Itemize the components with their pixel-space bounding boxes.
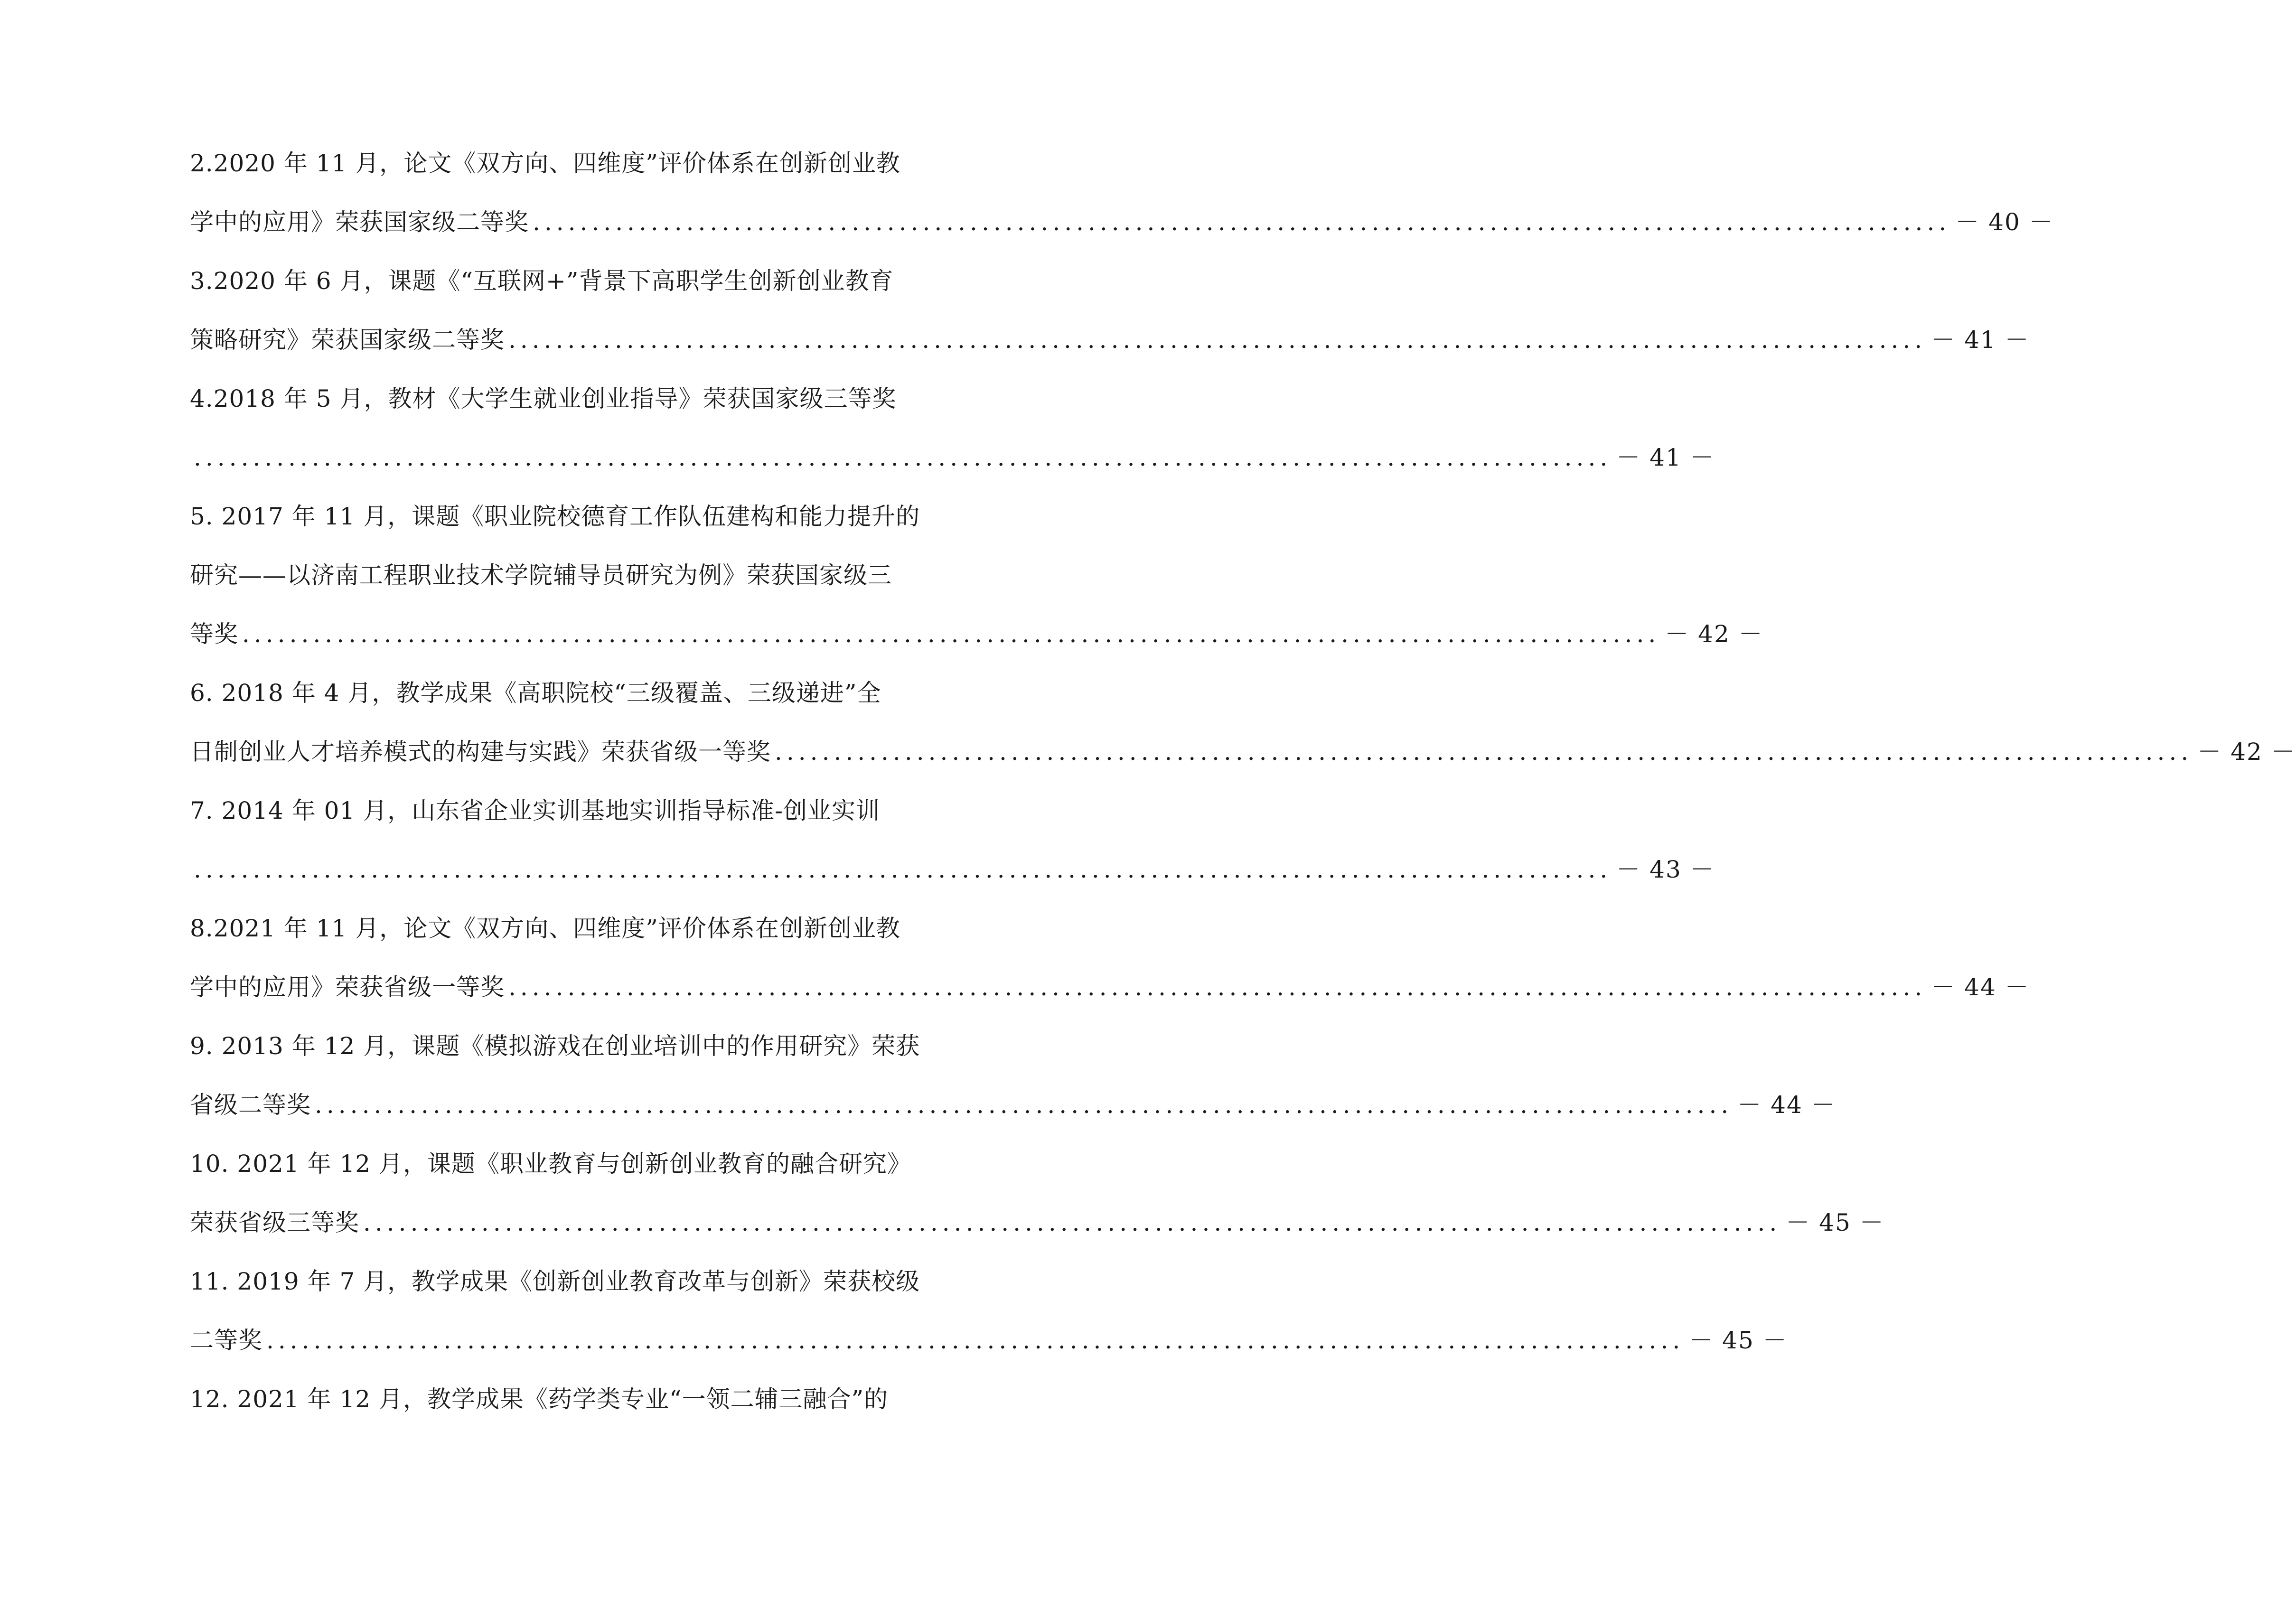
toc-page-number: － 42 － [2197, 738, 2296, 766]
toc-entry-line[interactable] [190, 428, 1715, 487]
toc-entry-line[interactable] [190, 840, 1715, 899]
dot-leader: ........................................................................................................................ [242, 620, 1660, 648]
toc-page-number: － 42 － [1665, 620, 1763, 648]
toc-entry-text: 日制创业人才培养模式的构建与实践》荣获省级一等奖 [190, 738, 771, 766]
toc-entry-text: 6. 2018 年 4 月，教学成果《高职院校“三级覆盖、三级递进”全 [190, 679, 881, 707]
toc-page-number: － 44 － [1931, 973, 2030, 1001]
toc-page-number: － 44 － [1737, 1091, 1836, 1119]
toc-entry-text: 8.2021 年 11 月，论文《双方向、四维度”评价体系在创新创业教 [190, 915, 900, 942]
toc-entry-line[interactable] [190, 1193, 1884, 1252]
toc-entry-text: 3.2020 年 6 月，课题《“互联网+”背景下高职学生创新创业教育 [190, 267, 894, 295]
toc-entry-text: 12. 2021 年 12 月，教学成果《药学类专业“一领二辅三融合”的 [190, 1385, 889, 1413]
toc-entry-text: 研究——以济南工程职业技术学院辅导员研究为例》荣获国家级三 [190, 561, 892, 589]
toc-entry-line[interactable] [190, 722, 2296, 781]
dot-leader: ........................................................................................................................ [363, 1209, 1781, 1236]
toc-text-line [190, 1134, 954, 1193]
toc-entry-text: 学中的应用》荣获省级一等奖 [190, 973, 505, 1001]
dot-leader: ........................................................................................................................ [775, 738, 2193, 766]
toc-text-line [190, 899, 954, 958]
dot-leader: ........................................................................................................................ [266, 1327, 1685, 1354]
toc-text-line [190, 781, 954, 840]
toc-page-number: － 45 － [1689, 1327, 1788, 1354]
dot-leader: ........................................................................................................................ [194, 856, 1612, 883]
toc-entry-line[interactable] [190, 1075, 1836, 1134]
dot-leader: ........................................................................................................................ [194, 444, 1612, 471]
toc-entry-line[interactable] [190, 605, 1763, 664]
toc-text-line [190, 546, 954, 605]
toc-text-line [190, 134, 954, 193]
toc-entry-text: 7. 2014 年 01 月，山东省企业实训基地实训指导标准-创业实训 [190, 797, 881, 824]
toc-text-line [190, 252, 954, 310]
toc-text-line [190, 664, 954, 722]
toc-entry-text: 学中的应用》荣获国家级二等奖 [190, 208, 529, 236]
toc-entry-text: 5. 2017 年 11 月，课题《职业院校德育工作队伍建构和能力提升的 [190, 503, 920, 530]
toc-entry-text: 荣获省级三等奖 [190, 1209, 359, 1236]
toc-text-line [190, 1252, 954, 1311]
dot-leader: ........................................................................................................................ [508, 326, 1927, 354]
toc-entry-text: 9. 2013 年 12 月，课题《模拟游戏在创业培训中的作用研究》荣获 [190, 1032, 920, 1060]
toc-page-number: － 43 － [1616, 856, 1715, 883]
toc-entry-line[interactable] [190, 193, 2054, 252]
toc-entry-text: 2.2020 年 11 月，论文《双方向、四维度”评价体系在创新创业教 [190, 150, 900, 177]
toc-text-line [190, 369, 954, 428]
toc-entry-line[interactable] [190, 310, 2030, 369]
toc-page-number: － 40 － [1955, 208, 2054, 236]
toc-text-line [190, 1370, 954, 1429]
toc-entry-text: 等奖 [190, 620, 238, 648]
toc-entry-text: 4.2018 年 5 月，教材《大学生就业创业指导》荣获国家级三等奖 [190, 385, 897, 412]
toc-entry-text: 省级二等奖 [190, 1091, 311, 1119]
toc-entry-line[interactable] [190, 958, 2030, 1017]
dot-leader: ........................................................................................................................ [315, 1091, 1733, 1119]
dot-leader: ........................................................................................................................ [533, 208, 1951, 236]
toc-page-number: － 41 － [1616, 444, 1715, 471]
toc-page-number: － 41 － [1931, 326, 2030, 354]
toc-entry-text: 11. 2019 年 7 月，教学成果《创新创业教育改革与创新》荣获校级 [190, 1268, 920, 1295]
table-of-contents [190, 134, 2296, 1429]
dot-leader: ........................................................................................................................ [508, 973, 1927, 1001]
toc-entry-text: 策略研究》荣获国家级二等奖 [190, 326, 505, 354]
toc-entry-line[interactable] [190, 1311, 1788, 1370]
toc-entry-text: 10. 2021 年 12 月，课题《职业教育与创新创业教育的融合研究》 [190, 1150, 911, 1178]
toc-text-line [190, 1017, 954, 1075]
toc-page-number: － 45 － [1786, 1209, 1884, 1236]
toc-entry-text: 二等奖 [190, 1327, 262, 1354]
toc-text-line [190, 487, 954, 546]
